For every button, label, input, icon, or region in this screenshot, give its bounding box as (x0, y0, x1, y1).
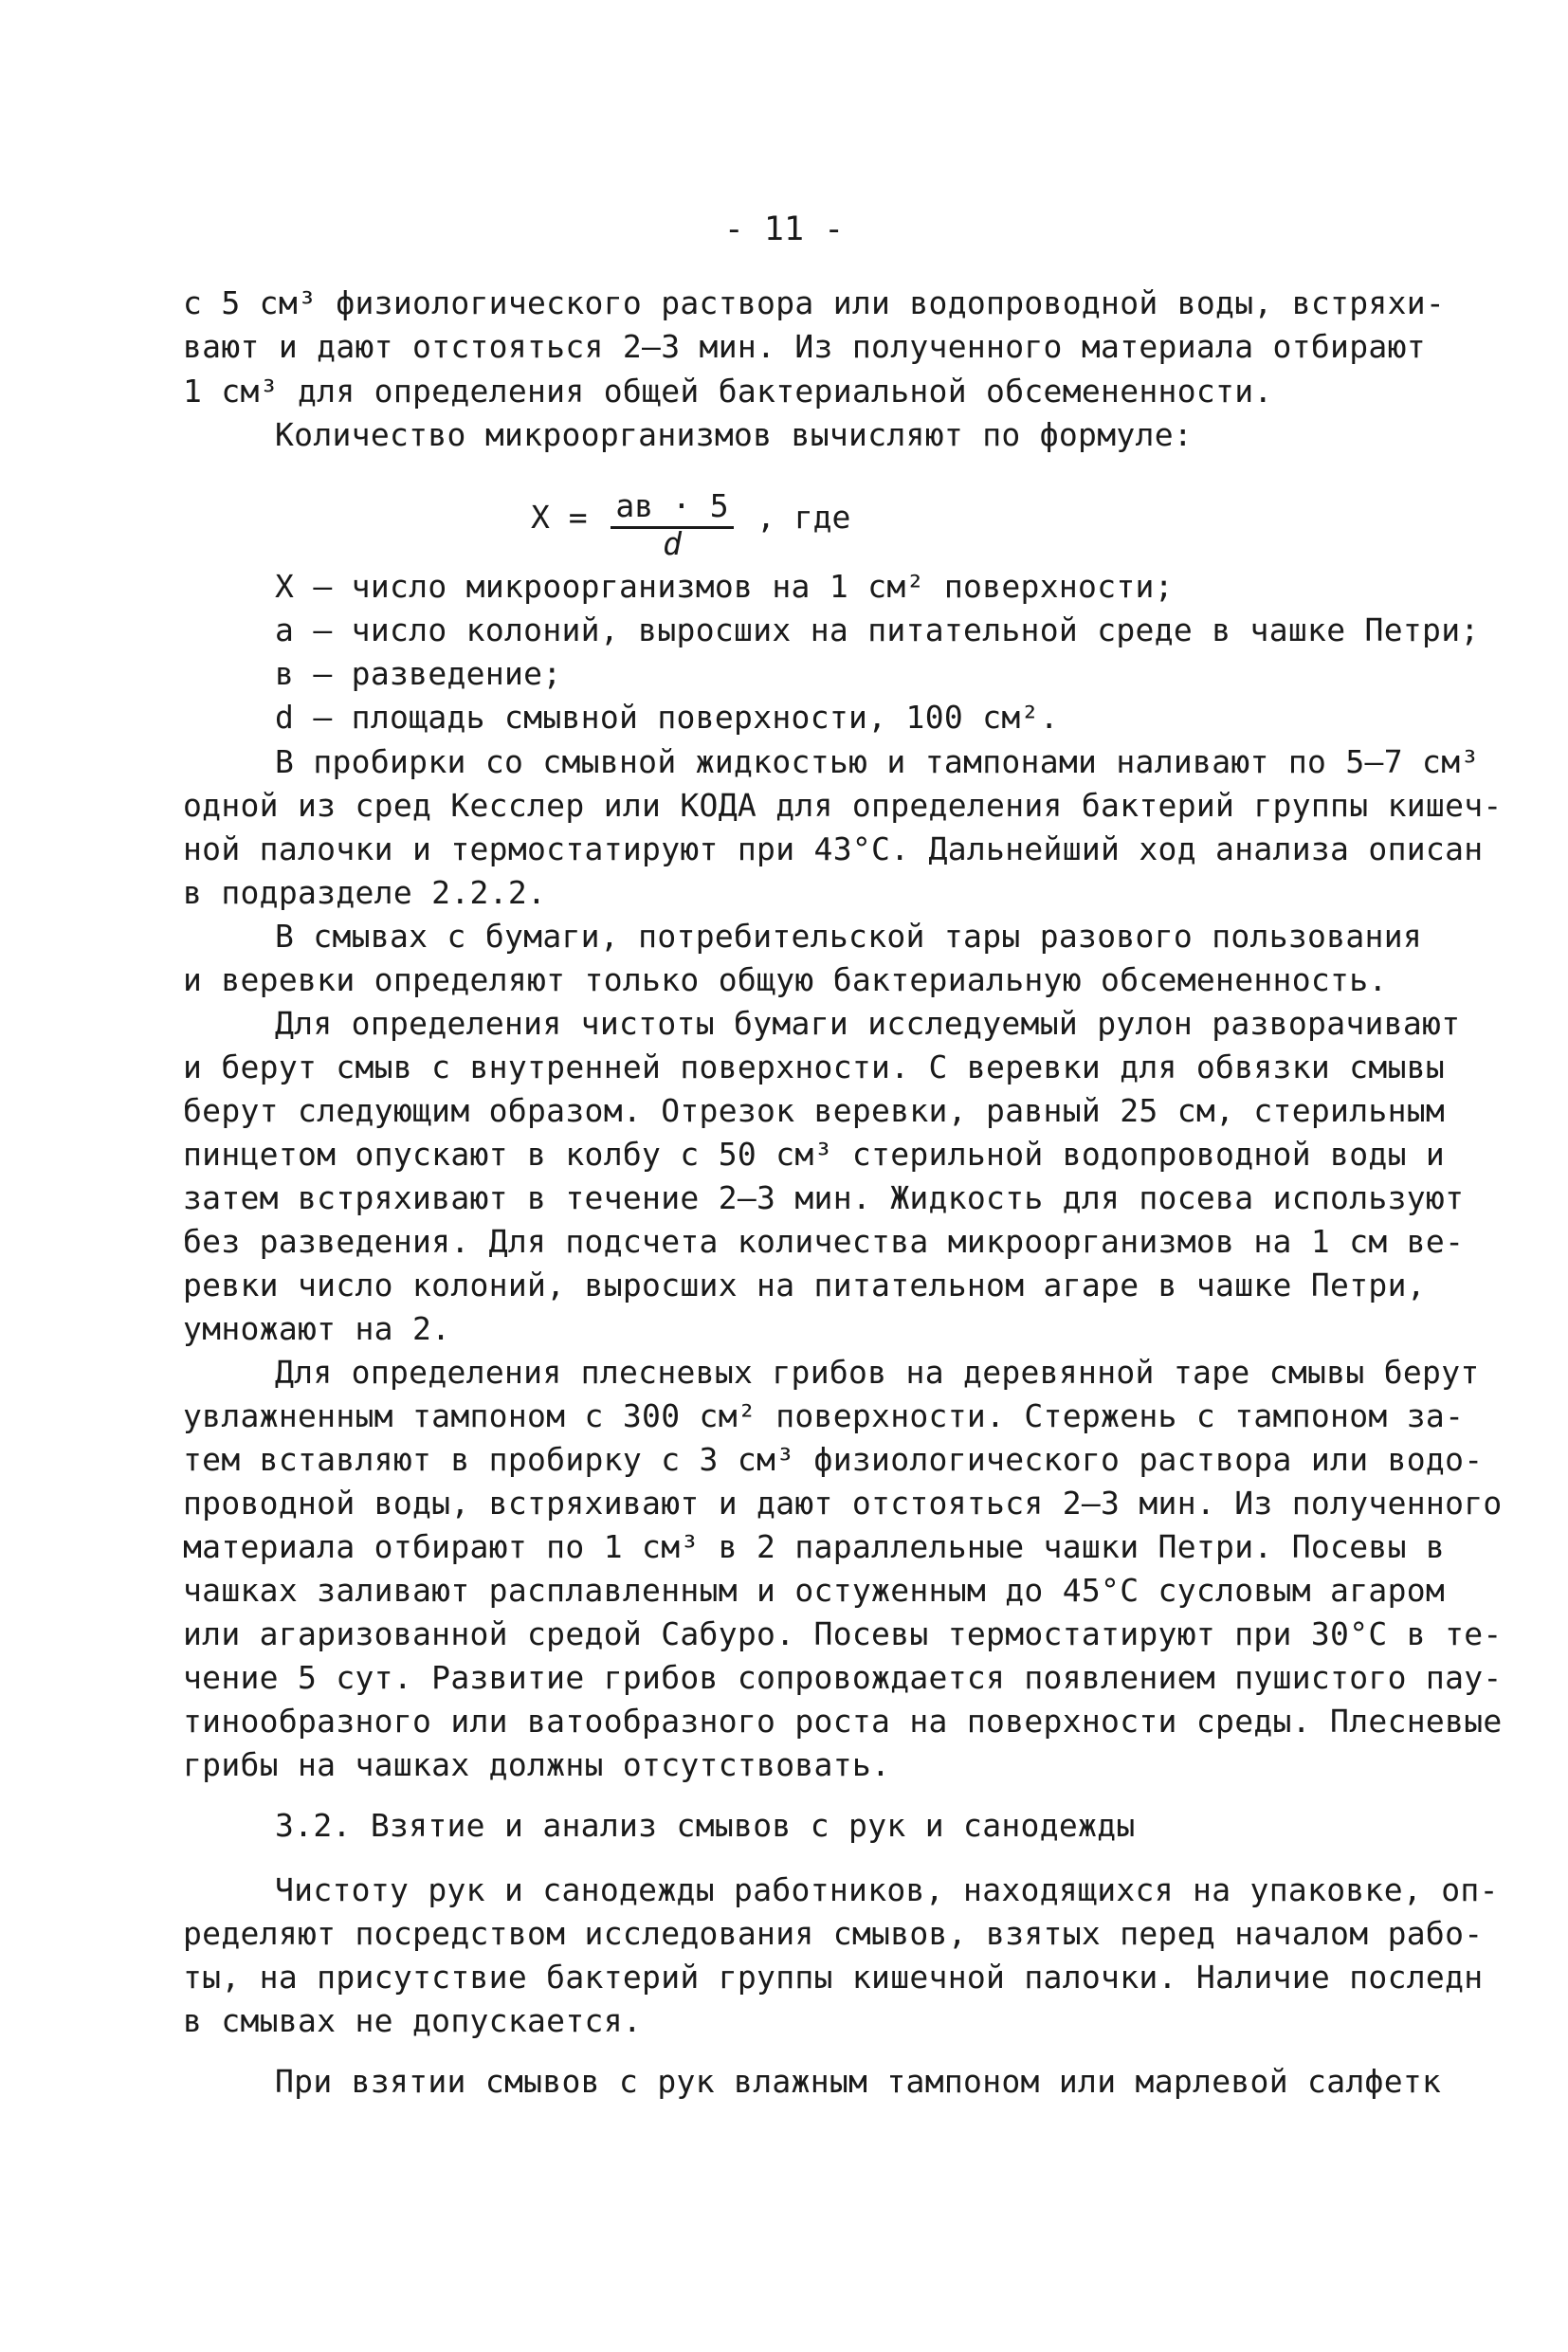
text-line: берут следующим образом. Отрезок веревки, равный 25 см, стерильным (183, 1092, 1446, 1129)
text-line: тинообразного или ватообразного роста на поверхности среды. Плесневые (183, 1703, 1503, 1740)
text-line: одной из сред Кесслер или КОДА для определения бактерий группы кишеч- (183, 787, 1503, 824)
text-line: проводной воды, встряхивают и дают отстояться 2–3 мин. Из полученного (183, 1485, 1503, 1522)
text-line: Чистоту рук и санодежды работников, находящихся на упаковке, оп- (275, 1871, 1499, 1908)
text-line: вают и дают отстояться 2–3 мин. Из полученного материала отбирают (183, 328, 1426, 365)
formula-suffix: , где (757, 499, 851, 536)
text-line: увлажненным тампоном с 300 см² поверхности. Стержень с тампоном за- (183, 1397, 1465, 1434)
text-line: 1 см³ для определения общей бактериальной обсемененности. (183, 373, 1273, 410)
text-line: умножают на 2. (183, 1310, 451, 1347)
text-line: без разведения. Для подсчета количества микроорганизмов на 1 см ве- (183, 1223, 1465, 1260)
formula-denominator: d (663, 525, 682, 562)
formula-numerator: ав · 5 (615, 487, 729, 524)
text-line: пинцетом опускают в колбу с 50 см³ стерильной водопроводной воды и (183, 1136, 1446, 1173)
text-line: или агаризованной средой Сабуро. Посевы термостатируют при 30°С в те- (183, 1615, 1503, 1652)
text-line: ты, на присутствие бактерий группы кишечной палочки. Наличие последн (183, 1959, 1484, 1996)
definition-line: в – разведение; (275, 655, 562, 692)
formula-lhs: X = (531, 499, 588, 536)
text-line: с 5 см³ физиологического раствора или водопроводной воды, встряхи- (183, 284, 1446, 321)
formula (531, 487, 929, 573)
text-line: грибы на чашках должны отсутствовать. (183, 1746, 891, 1783)
text-line: В пробирки со смывной жидкостью и тампонами наливают по 5–7 см³ (275, 743, 1480, 780)
text-line: и берут смыв с внутренней поверхности. С веревки для обвязки смывы (183, 1048, 1446, 1085)
text-line: материала отбирают по 1 см³ в 2 параллельные чашки Петри. Посевы в (183, 1528, 1446, 1565)
text-line: Для определения плесневых грибов на деревянной таре смывы берут (275, 1354, 1480, 1391)
text-line: и веревки определяют только общую бактериальную обсемененность. (183, 961, 1388, 998)
text-line: ределяют посредством исследования смывов, взятых перед началом рабо- (183, 1915, 1484, 1952)
text-line: тем вставляют в пробирку с 3 см³ физиологического раствора или водо- (183, 1441, 1484, 1478)
section-heading: 3.2. Взятие и анализ смывов с рук и санодежды (275, 1807, 1136, 1844)
definition-line: d – площадь смывной поверхности, 100 см². (275, 699, 1059, 736)
definition-line: а – число колоний, выросших на питательной среде в чашке Петри; (275, 611, 1480, 648)
text-line: В смывах с бумаги, потребительской тары разового пользования (275, 918, 1423, 955)
text-line: ревки число колоний, выросших на питательном агаре в чашке Петри, (183, 1267, 1426, 1304)
text-line: в смывах не допускается. (183, 2002, 643, 2039)
text-line: в подразделе 2.2.2. (183, 874, 547, 911)
page-number: - 11 - (723, 210, 845, 248)
text-line: Количество микроорганизмов вычисляют по формуле: (275, 416, 1194, 453)
text-line: При взятии смывов с рук влажным тампоном или марлевой салфетк (275, 2063, 1442, 2100)
definition-line: X – число микроорганизмов на 1 см² поверхности; (275, 568, 1174, 605)
text-line: ной палочки и термостатируют при 43°С. Дальнейший ход анализа описан (183, 830, 1484, 867)
text-line: Для определения чистоты бумаги исследуемый рулон разворачивают (275, 1005, 1461, 1042)
text-line: затем встряхивают в течение 2–3 мин. Жидкость для посева используют (183, 1179, 1465, 1216)
text-line: чение 5 сут. Развитие грибов сопровождается появлением пушистого пау- (183, 1659, 1503, 1696)
text-line: чашках заливают расплавленным и остуженным до 45°С сусловым агаром (183, 1572, 1446, 1609)
